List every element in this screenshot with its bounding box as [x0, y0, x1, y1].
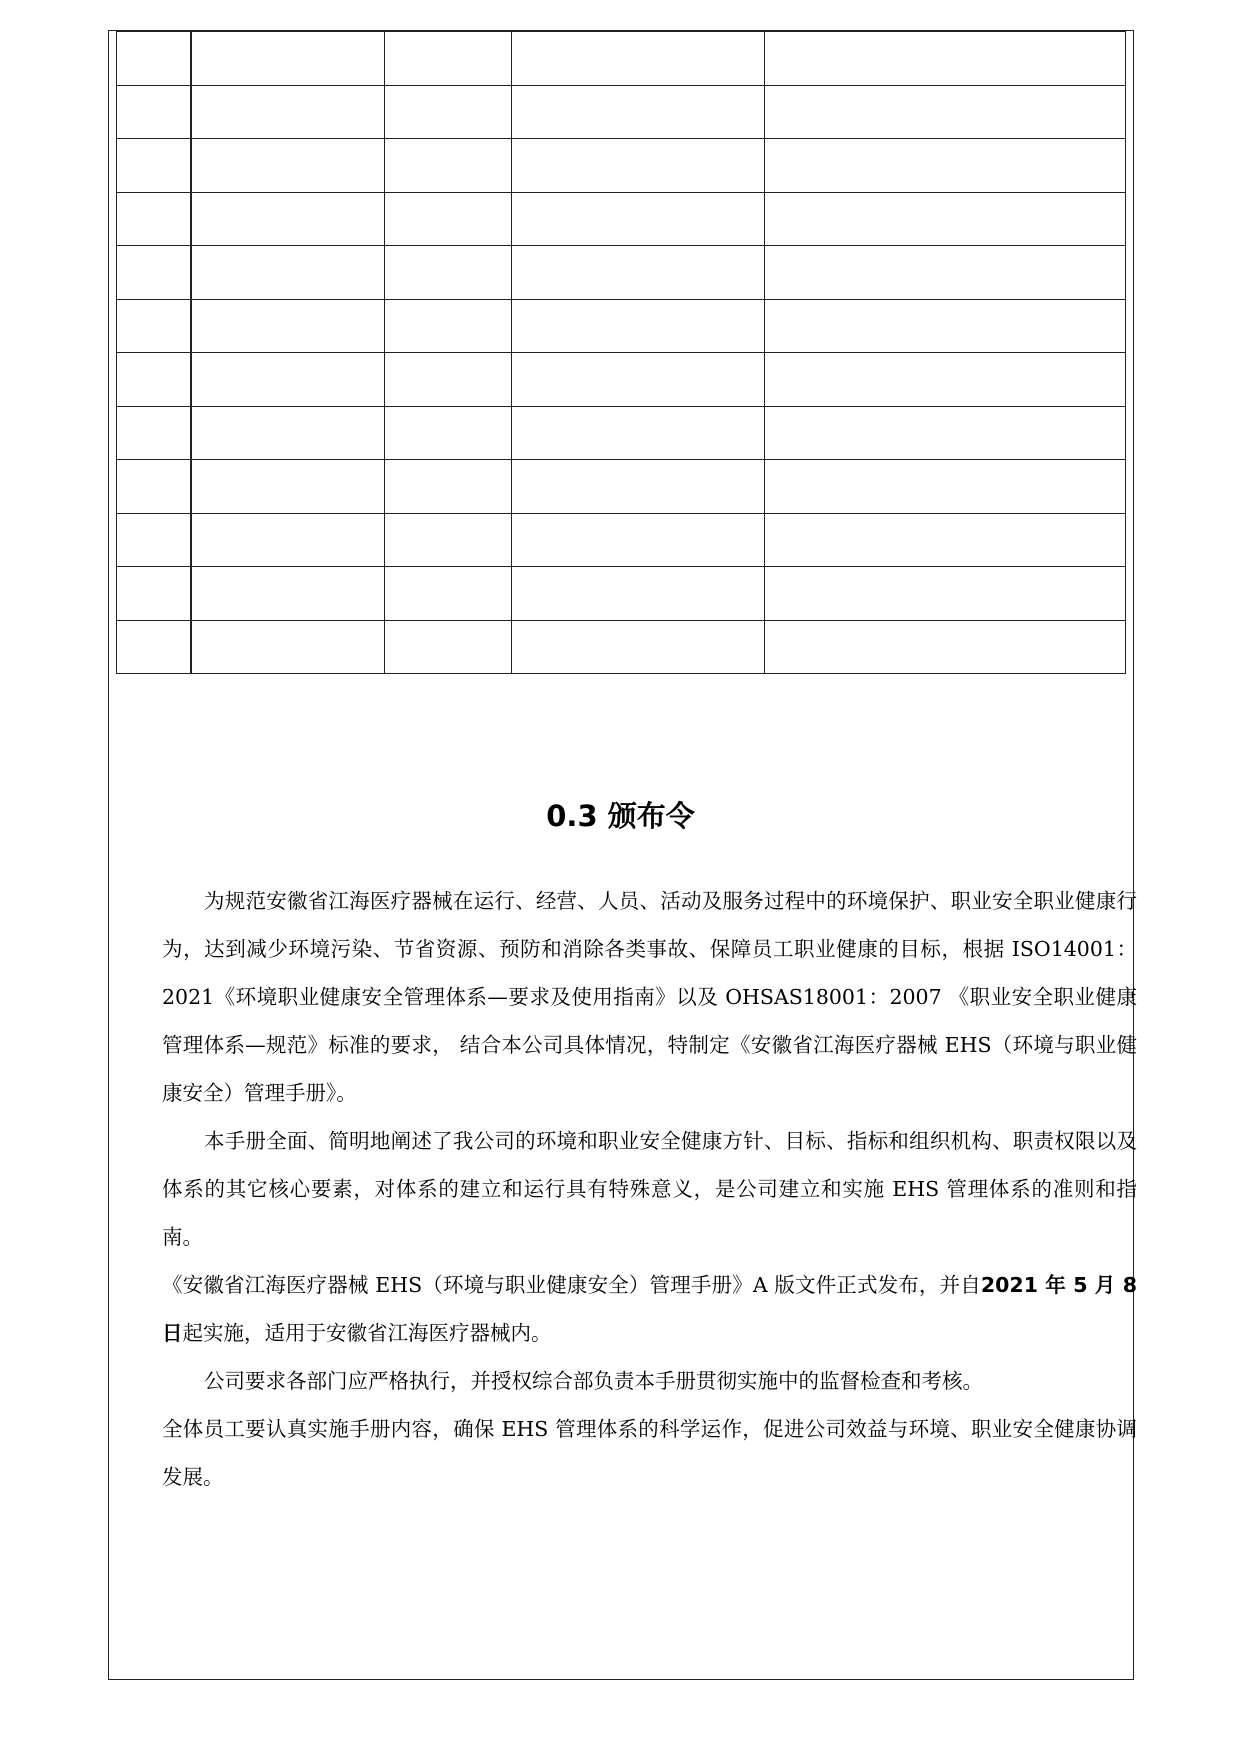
- table-cell: [512, 299, 765, 353]
- table-cell: [512, 406, 765, 460]
- table-cell: [117, 299, 191, 353]
- table-row: [117, 192, 1126, 246]
- table-row: [117, 620, 1126, 674]
- table-cell: [512, 246, 765, 300]
- table-cell: [117, 406, 191, 460]
- body-text: [162, 877, 1137, 1501]
- table-cell: [765, 139, 1126, 193]
- table-cell: [117, 460, 191, 514]
- table-cell: [765, 567, 1126, 621]
- table-cell: [385, 353, 512, 407]
- table-row: [117, 139, 1126, 193]
- paragraph-5: 全体员工要认真实施手册内容，确保 EHS 管理体系的科学运作，促进公司效益与环境、职业安全健康协调发展。: [162, 1417, 1137, 1489]
- table-body: [117, 32, 1126, 674]
- table-cell: [512, 85, 765, 139]
- paragraph-2: 本手册全面、简明地阐述了我公司的环境和职业安全健康方针、目标、指标和组织机构、职责权限以及体系的其它核心要素，对体系的建立和运行具有特殊意义，是公司建立和实施 EHS 管理体系的准则和指南。: [162, 1129, 1137, 1249]
- table-row: [117, 567, 1126, 621]
- table-row: [117, 460, 1126, 514]
- table-cell: [512, 567, 765, 621]
- table-cell: [765, 192, 1126, 246]
- section-title: 0.3 颁布令: [546, 799, 695, 833]
- table-cell: [512, 192, 765, 246]
- table-cell: [765, 460, 1126, 514]
- paragraph-3-start: 《安徽省江海医疗器械 EHS（环境与职业健康安全）管理手册》A 版文件正式发布，并自: [162, 1273, 981, 1297]
- table-cell: [117, 513, 191, 567]
- table-cell: [191, 620, 385, 674]
- table-cell: [191, 406, 385, 460]
- table-cell: [191, 513, 385, 567]
- table-cell: [191, 353, 385, 407]
- table-cell: [191, 299, 385, 353]
- table-cell: [385, 460, 512, 514]
- paragraph-4: 公司要求各部门应严格执行，并授权综合部负责本手册贯彻实施中的监督检查和考核。: [204, 1369, 983, 1393]
- paragraph-1: 为规范安徽省江海医疗器械在运行、经营、人员、活动及服务过程中的环境保护、职业安全职业健康行为，达到减少环境污染、节省资源、预防和消除各类事故、保障员工职业健康的目标，根据 ISO14001：2021《环境职业健康安全管理体系—要求及使用指南》以及 OHSAS18001：2007 《职业安全职业健康管理体系—规范》标准的要求， 结合本公司具体情况，特制定《安徽省江海医疗器械 EHS（环境与职业健康安全）管理手册》。: [162, 889, 1137, 1105]
- table-cell: [117, 139, 191, 193]
- table-cell: [512, 139, 765, 193]
- table-cell: [385, 299, 512, 353]
- table-cell: [191, 192, 385, 246]
- table-cell: [117, 32, 191, 86]
- table-row: [117, 513, 1126, 567]
- effective-date: 2021 年 5 月 8 日: [162, 1273, 1137, 1345]
- table-cell: [385, 139, 512, 193]
- table-cell: [191, 460, 385, 514]
- table-cell: [512, 620, 765, 674]
- table-cell: [117, 246, 191, 300]
- table-row: [117, 246, 1126, 300]
- table-cell: [117, 192, 191, 246]
- table-row: [117, 299, 1126, 353]
- table-cell: [385, 192, 512, 246]
- table-cell: [765, 299, 1126, 353]
- table-cell: [512, 460, 765, 514]
- record-table: [116, 31, 1126, 674]
- table-cell: [191, 139, 385, 193]
- table-cell: [385, 85, 512, 139]
- table-cell: [765, 406, 1126, 460]
- table-cell: [765, 513, 1126, 567]
- table-cell: [385, 567, 512, 621]
- table-cell: [117, 620, 191, 674]
- table-cell: [512, 32, 765, 86]
- table-cell: [385, 620, 512, 674]
- table-cell: [512, 513, 765, 567]
- table-cell: [117, 85, 191, 139]
- table-cell: [191, 567, 385, 621]
- table-cell: [765, 620, 1126, 674]
- table-row: [117, 32, 1126, 86]
- table-cell: [385, 32, 512, 86]
- table-cell: [191, 85, 385, 139]
- table-row: [117, 406, 1126, 460]
- table-cell: [191, 32, 385, 86]
- table-cell: [765, 353, 1126, 407]
- table-cell: [385, 513, 512, 567]
- table-cell: [117, 353, 191, 407]
- paragraph-3-end: 起实施，适用于安徽省江海医疗器械内。: [182, 1321, 552, 1345]
- table-cell: [765, 85, 1126, 139]
- paragraph-3: [162, 1261, 1137, 1357]
- table-row: [117, 353, 1126, 407]
- table-cell: [191, 246, 385, 300]
- table-cell: [385, 406, 512, 460]
- table-cell: [765, 32, 1126, 86]
- table-row: [117, 85, 1126, 139]
- table-cell: [512, 353, 765, 407]
- table-cell: [117, 567, 191, 621]
- table-cell: [385, 246, 512, 300]
- table-cell: [765, 246, 1126, 300]
